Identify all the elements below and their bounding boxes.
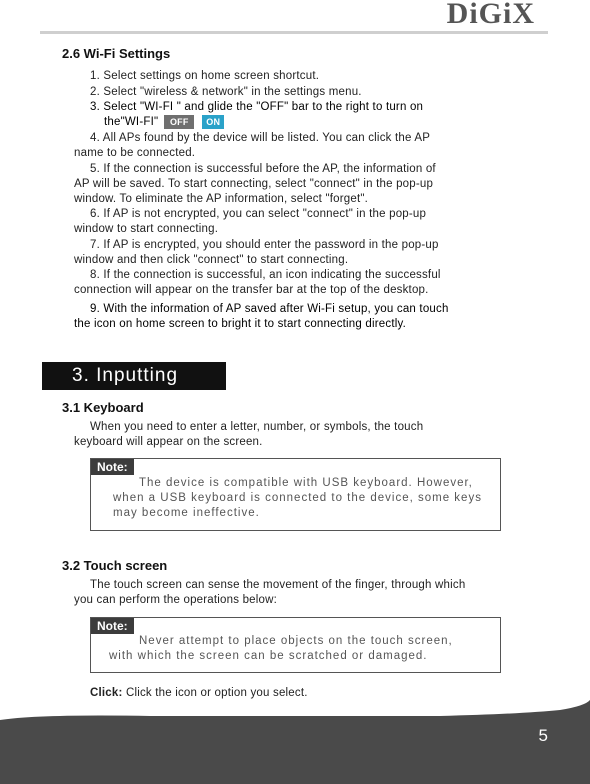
keyboard-note-box: [90, 458, 501, 531]
footer-band: [0, 700, 590, 784]
click-text: Click the icon or option you select.: [125, 687, 308, 699]
click-description: [90, 686, 308, 701]
touch-screen-note-line2: with which the screen can be scratched or damaged.: [109, 650, 428, 662]
note-label: Note:: [91, 618, 134, 634]
touch-screen-text-line2: you can perform the operations below:: [74, 594, 278, 606]
wifi-step-6-line2: window to start connecting.: [74, 223, 219, 235]
wifi-step-9-line2: the icon on home screen to bright it to start connecting directly.: [74, 318, 406, 330]
touch-screen-note-line1: Never attempt to place objects on the touch screen,: [139, 635, 453, 647]
wifi-step-8-line1: 8. If the connection is successful, an icon indicating the successful: [90, 269, 441, 281]
wifi-step-7-line2: window and then click "connect" to start connecting.: [74, 254, 349, 266]
wifi-step-3-line1: 3. Select "WI-FI " and glide the "OFF" bar to the right to turn on: [90, 101, 424, 113]
wifi-step-3-line2: [104, 115, 224, 130]
wifi-step-4-line2: name to be connected.: [74, 147, 196, 159]
keyboard-title: 3.1 Keyboard: [62, 400, 144, 415]
touch-screen-title: 3.2 Touch screen: [62, 558, 168, 573]
page-number: 5: [538, 726, 548, 745]
wifi-step-2: 2. Select "wireless & network" in the settings menu.: [90, 86, 362, 98]
keyboard-note-line3: may become ineffective.: [113, 507, 260, 519]
keyboard-text-line1: When you need to enter a letter, number, or symbols, the touch: [90, 421, 424, 433]
wifi-step-6-line1: 6. If AP is not encrypted, you can select "connect" in the pop-up: [90, 208, 427, 220]
click-label: Click:: [90, 687, 123, 699]
wifi-step-5-line1: 5. If the connection is successful before the AP, the information of: [90, 163, 436, 175]
wifi-step-9-line1: 9. With the information of AP saved after Wi-Fi setup, you can touch: [90, 303, 449, 315]
wifi-step-4-line1: 4. All APs found by the device will be listed. You can click the AP: [90, 132, 431, 144]
wifi-on-toggle-icon: ON: [202, 115, 224, 129]
wifi-off-toggle-icon: OFF: [164, 115, 194, 129]
wifi-step-7-line1: 7. If AP is encrypted, you should enter the password in the pop-up: [90, 239, 439, 251]
wifi-settings-title: 2.6 Wi-Fi Settings: [62, 46, 171, 61]
keyboard-text-line2: keyboard will appear on the screen.: [74, 436, 263, 448]
touch-screen-text-line1: The touch screen can sense the movement of the finger, through which: [90, 579, 466, 591]
wifi-step-5-line2: AP will be saved. To start connecting, select "connect" in the pop-up: [74, 178, 434, 190]
note-label: Note:: [91, 459, 134, 475]
touch-screen-note-box: [90, 617, 501, 673]
keyboard-note-line2: when a USB keyboard is connected to the device, some keys: [113, 492, 482, 504]
wifi-step-1: 1. Select settings on home screen shortcut.: [90, 70, 320, 82]
wifi-step-8-line2: connection will appear on the transfer bar at the top of the desktop.: [74, 284, 429, 296]
section-3-heading: 3. Inputting: [42, 362, 226, 390]
wifi-step-5-line3: window. To eliminate the AP information, select "forget".: [74, 193, 369, 205]
wifi-step-3-text: the"WI-FI": [104, 116, 159, 129]
keyboard-note-line1: The device is compatible with USB keyboard. However,: [139, 477, 473, 489]
header-rule: [40, 31, 548, 34]
digix-logo: DiGiX: [446, 0, 535, 30]
